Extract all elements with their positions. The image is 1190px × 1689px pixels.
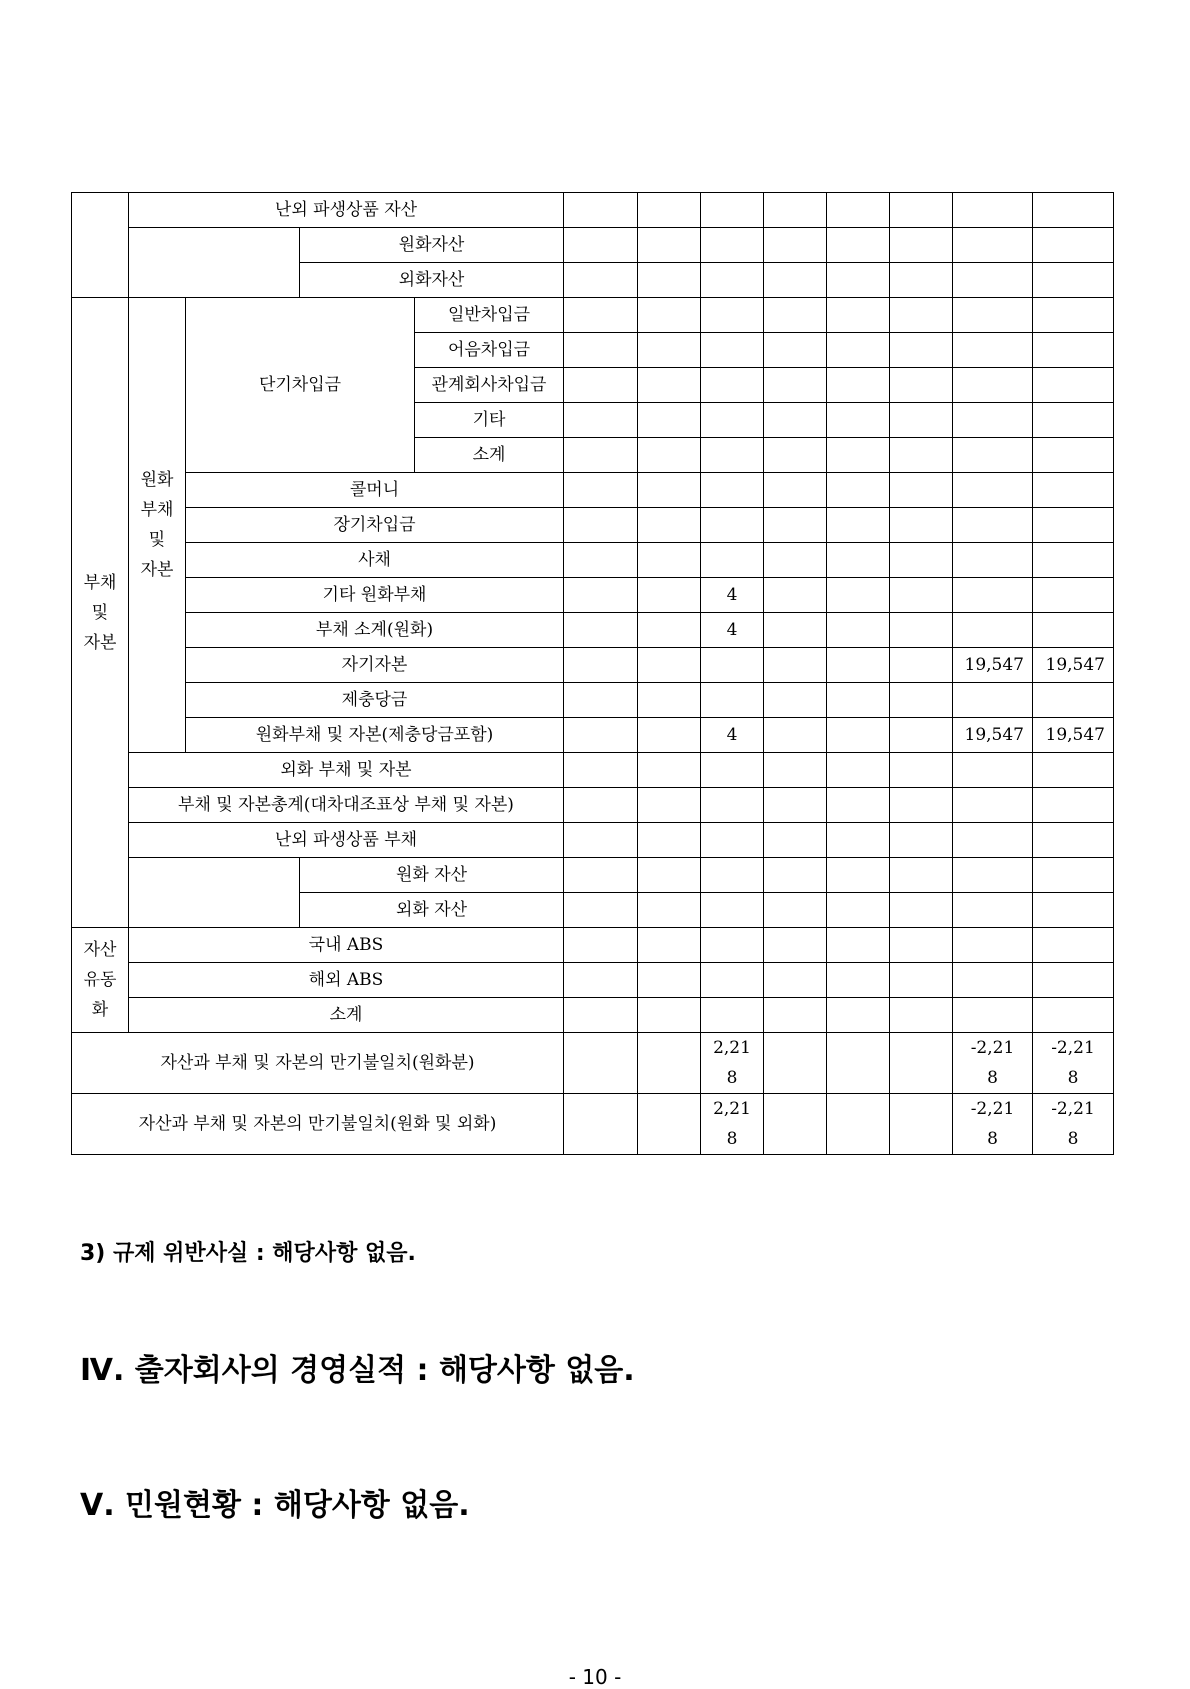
value-cell xyxy=(701,928,764,963)
table-row xyxy=(72,1094,1114,1155)
value-cell xyxy=(953,228,1033,263)
value-cell xyxy=(827,823,890,858)
value-cell xyxy=(1033,193,1114,228)
value-cell xyxy=(638,473,701,508)
value-cell xyxy=(827,403,890,438)
table-row xyxy=(72,858,1114,893)
section-3-heading: 3) 규제 위반사실 : 해당사항 없음. xyxy=(80,1241,416,1266)
row-label: 소계 xyxy=(415,438,564,473)
value-cell xyxy=(827,998,890,1033)
table-row xyxy=(72,683,1114,718)
value-cell xyxy=(638,928,701,963)
table-row xyxy=(72,928,1114,963)
value-cell xyxy=(953,893,1033,928)
value-cell xyxy=(564,543,638,578)
value-cell xyxy=(638,508,701,543)
value-cell: 19,547 xyxy=(953,648,1033,683)
table-row xyxy=(72,613,1114,648)
value-cell xyxy=(638,823,701,858)
value-cell xyxy=(564,683,638,718)
row-label: 콜머니 xyxy=(186,473,564,508)
value-cell xyxy=(764,928,827,963)
value-cell xyxy=(953,193,1033,228)
value-cell xyxy=(890,788,953,823)
value-cell xyxy=(564,298,638,333)
row-label: 원화자산 xyxy=(300,228,564,263)
value-cell xyxy=(827,858,890,893)
row-label: 원화 자산 xyxy=(300,858,564,893)
value-cell xyxy=(701,368,764,403)
value-cell xyxy=(953,928,1033,963)
value-cell xyxy=(564,613,638,648)
row-label: 난외 파생상품 자산 xyxy=(129,193,564,228)
value-cell xyxy=(564,473,638,508)
value-cell xyxy=(638,403,701,438)
table-row xyxy=(72,228,1114,263)
value-cell xyxy=(890,508,953,543)
value-cell xyxy=(827,648,890,683)
value-cell xyxy=(827,368,890,403)
value-cell xyxy=(764,648,827,683)
value-cell xyxy=(564,928,638,963)
value-cell: 19,547 xyxy=(1033,648,1114,683)
value-cell xyxy=(564,963,638,998)
value-cell: 4 xyxy=(701,613,764,648)
value-cell xyxy=(890,263,953,298)
value-cell xyxy=(764,403,827,438)
value-cell xyxy=(564,998,638,1033)
row-label: 해외 ABS xyxy=(129,963,564,998)
value-cell xyxy=(953,788,1033,823)
value-cell xyxy=(564,508,638,543)
row-label: 원화부채 및 자본(제충당금포함) xyxy=(186,718,564,753)
value-cell xyxy=(953,683,1033,718)
value-cell xyxy=(764,963,827,998)
value-cell xyxy=(953,613,1033,648)
value-cell xyxy=(1033,438,1114,473)
value-cell xyxy=(827,508,890,543)
table-row xyxy=(72,508,1114,543)
value-cell xyxy=(638,613,701,648)
value-cell xyxy=(1033,403,1114,438)
value-cell xyxy=(764,823,827,858)
value-cell xyxy=(764,368,827,403)
value-cell xyxy=(1033,263,1114,298)
value-cell xyxy=(890,718,953,753)
value-cell xyxy=(1033,893,1114,928)
value-cell xyxy=(701,403,764,438)
section-5-heading: Ⅴ. 민원현황 : 해당사항 없음. xyxy=(80,1488,470,1523)
value-cell xyxy=(890,333,953,368)
value-cell xyxy=(564,1094,638,1155)
row-label: 관계회사차입금 xyxy=(415,368,564,403)
value-cell xyxy=(890,963,953,998)
value-cell xyxy=(564,578,638,613)
table-row xyxy=(72,578,1114,613)
value-cell xyxy=(1033,508,1114,543)
value-cell xyxy=(701,753,764,788)
table-row xyxy=(72,1033,1114,1094)
value-cell xyxy=(564,193,638,228)
value-cell xyxy=(890,403,953,438)
value-cell xyxy=(564,368,638,403)
value-cell xyxy=(564,858,638,893)
value-cell xyxy=(953,753,1033,788)
row-label: 기타 원화부채 xyxy=(186,578,564,613)
value-cell xyxy=(953,508,1033,543)
value-cell xyxy=(890,683,953,718)
value-cell xyxy=(953,578,1033,613)
value-cell xyxy=(764,193,827,228)
value-cell xyxy=(764,508,827,543)
value-cell xyxy=(890,858,953,893)
value-cell xyxy=(827,1094,890,1155)
table-row xyxy=(72,998,1114,1033)
value-cell xyxy=(764,613,827,648)
value-cell xyxy=(564,1033,638,1094)
value-cell xyxy=(890,298,953,333)
value-cell xyxy=(1033,473,1114,508)
value-cell: -2,21 8 xyxy=(953,1094,1033,1155)
value-cell xyxy=(1033,578,1114,613)
value-cell xyxy=(564,333,638,368)
value-cell xyxy=(827,718,890,753)
value-cell xyxy=(564,228,638,263)
value-cell xyxy=(764,858,827,893)
value-cell xyxy=(827,893,890,928)
value-cell xyxy=(638,788,701,823)
maturity-gap-table xyxy=(71,192,1114,1155)
value-cell xyxy=(701,298,764,333)
value-cell xyxy=(701,823,764,858)
value-cell xyxy=(764,578,827,613)
value-cell xyxy=(701,648,764,683)
value-cell xyxy=(890,438,953,473)
value-cell xyxy=(827,683,890,718)
value-cell xyxy=(953,438,1033,473)
table-row xyxy=(72,823,1114,858)
row-label: 난외 파생상품 부채 xyxy=(129,823,564,858)
value-cell xyxy=(827,298,890,333)
value-cell xyxy=(890,998,953,1033)
value-cell xyxy=(564,893,638,928)
value-cell xyxy=(953,368,1033,403)
value-cell xyxy=(701,438,764,473)
value-cell xyxy=(890,193,953,228)
value-cell xyxy=(1033,333,1114,368)
value-cell xyxy=(638,193,701,228)
value-cell xyxy=(638,718,701,753)
value-cell xyxy=(953,473,1033,508)
value-cell xyxy=(953,263,1033,298)
value-cell xyxy=(638,543,701,578)
value-cell xyxy=(701,543,764,578)
value-cell xyxy=(953,403,1033,438)
row-label: 자산과 부채 및 자본의 만기불일치(원화분) xyxy=(72,1033,564,1094)
value-cell xyxy=(638,578,701,613)
value-cell xyxy=(638,753,701,788)
value-cell xyxy=(764,753,827,788)
value-cell xyxy=(564,753,638,788)
value-cell xyxy=(764,473,827,508)
value-cell xyxy=(890,368,953,403)
value-cell xyxy=(764,1094,827,1155)
value-cell xyxy=(638,963,701,998)
group-label-liabilities: 부채 및 자본 xyxy=(72,298,129,928)
value-cell xyxy=(701,508,764,543)
value-cell xyxy=(764,298,827,333)
row-label: 국내 ABS xyxy=(129,928,564,963)
value-cell xyxy=(953,858,1033,893)
value-cell xyxy=(764,893,827,928)
row-label: 사채 xyxy=(186,543,564,578)
value-cell xyxy=(701,788,764,823)
value-cell xyxy=(827,228,890,263)
value-cell xyxy=(890,893,953,928)
value-cell xyxy=(890,823,953,858)
value-cell: 2,21 8 xyxy=(701,1094,764,1155)
value-cell xyxy=(564,263,638,298)
value-cell xyxy=(564,438,638,473)
value-cell xyxy=(638,998,701,1033)
row-label: 제충당금 xyxy=(186,683,564,718)
value-cell xyxy=(890,648,953,683)
value-cell xyxy=(890,613,953,648)
value-cell xyxy=(1033,753,1114,788)
row-label: 자산과 부채 및 자본의 만기불일치(원화 및 외화) xyxy=(72,1094,564,1155)
value-cell xyxy=(1033,543,1114,578)
value-cell: 19,547 xyxy=(1033,718,1114,753)
value-cell xyxy=(564,718,638,753)
value-cell xyxy=(953,298,1033,333)
value-cell xyxy=(701,963,764,998)
value-cell xyxy=(701,193,764,228)
value-cell xyxy=(890,228,953,263)
value-cell xyxy=(890,928,953,963)
value-cell xyxy=(764,543,827,578)
row-label: 부채 소계(원화) xyxy=(186,613,564,648)
value-cell xyxy=(701,998,764,1033)
value-cell xyxy=(827,543,890,578)
value-cell xyxy=(953,963,1033,998)
value-cell: -2,21 8 xyxy=(953,1033,1033,1094)
group-label-abs: 자산 유동 화 xyxy=(72,928,129,1033)
value-cell: -2,21 8 xyxy=(1033,1033,1114,1094)
value-cell: 19,547 xyxy=(953,718,1033,753)
value-cell xyxy=(564,788,638,823)
value-cell xyxy=(827,333,890,368)
value-cell xyxy=(638,438,701,473)
table-row xyxy=(72,543,1114,578)
row-label: 외화자산 xyxy=(300,263,564,298)
value-cell xyxy=(764,263,827,298)
value-cell xyxy=(1033,858,1114,893)
value-cell xyxy=(701,228,764,263)
value-cell xyxy=(890,578,953,613)
empty-cell xyxy=(129,858,300,928)
table-row xyxy=(72,718,1114,753)
value-cell xyxy=(953,823,1033,858)
row-label: 외화 자산 xyxy=(300,893,564,928)
value-cell xyxy=(953,998,1033,1033)
page-number: - 10 - xyxy=(568,1665,622,1689)
value-cell xyxy=(1033,928,1114,963)
value-cell: 4 xyxy=(701,718,764,753)
value-cell xyxy=(564,648,638,683)
value-cell: 4 xyxy=(701,578,764,613)
value-cell xyxy=(764,333,827,368)
value-cell xyxy=(638,368,701,403)
group-label-short-term: 단기차입금 xyxy=(186,298,415,473)
value-cell xyxy=(564,403,638,438)
value-cell: -2,21 8 xyxy=(1033,1094,1114,1155)
value-cell xyxy=(1033,823,1114,858)
value-cell xyxy=(890,1033,953,1094)
value-cell xyxy=(1033,788,1114,823)
row-label: 어음차입금 xyxy=(415,333,564,368)
value-cell xyxy=(1033,228,1114,263)
value-cell xyxy=(638,893,701,928)
value-cell xyxy=(638,683,701,718)
table-row xyxy=(72,473,1114,508)
row-label: 기타 xyxy=(415,403,564,438)
value-cell xyxy=(827,963,890,998)
value-cell xyxy=(953,543,1033,578)
value-cell xyxy=(890,543,953,578)
table-row xyxy=(72,963,1114,998)
value-cell xyxy=(890,753,953,788)
value-cell xyxy=(764,788,827,823)
value-cell xyxy=(827,193,890,228)
empty-group-cell xyxy=(72,193,129,298)
table-row xyxy=(72,648,1114,683)
group-label-won-liabilities: 원화 부채 및 자본 xyxy=(129,298,186,753)
value-cell xyxy=(564,823,638,858)
row-label: 장기차입금 xyxy=(186,508,564,543)
row-label: 소계 xyxy=(129,998,564,1033)
value-cell xyxy=(827,928,890,963)
value-cell xyxy=(1033,613,1114,648)
row-label: 외화 부채 및 자본 xyxy=(129,753,564,788)
value-cell xyxy=(764,438,827,473)
table-row xyxy=(72,753,1114,788)
value-cell xyxy=(638,858,701,893)
row-label: 부채 및 자본총계(대차대조표상 부채 및 자본) xyxy=(129,788,564,823)
section-4-heading: Ⅳ. 출자회사의 경영실적 : 해당사항 없음. xyxy=(80,1353,635,1388)
empty-cell xyxy=(129,228,300,298)
value-cell xyxy=(701,473,764,508)
value-cell xyxy=(638,333,701,368)
row-label: 자기자본 xyxy=(186,648,564,683)
row-label: 일반차입금 xyxy=(415,298,564,333)
value-cell xyxy=(701,893,764,928)
value-cell xyxy=(638,298,701,333)
value-cell xyxy=(827,473,890,508)
value-cell xyxy=(890,1094,953,1155)
value-cell xyxy=(890,473,953,508)
value-cell xyxy=(701,683,764,718)
value-cell xyxy=(827,263,890,298)
value-cell xyxy=(827,613,890,648)
value-cell xyxy=(827,788,890,823)
value-cell xyxy=(1033,298,1114,333)
value-cell xyxy=(1033,683,1114,718)
value-cell xyxy=(638,1094,701,1155)
value-cell xyxy=(764,1033,827,1094)
value-cell xyxy=(701,333,764,368)
value-cell xyxy=(764,998,827,1033)
value-cell xyxy=(953,333,1033,368)
value-cell: 2,21 8 xyxy=(701,1033,764,1094)
table-row xyxy=(72,788,1114,823)
value-cell xyxy=(701,858,764,893)
value-cell xyxy=(1033,368,1114,403)
value-cell xyxy=(827,1033,890,1094)
value-cell xyxy=(638,263,701,298)
value-cell xyxy=(638,228,701,263)
value-cell xyxy=(764,683,827,718)
table-row xyxy=(72,193,1114,228)
value-cell xyxy=(638,648,701,683)
value-cell xyxy=(764,228,827,263)
value-cell xyxy=(638,1033,701,1094)
table-row xyxy=(72,298,1114,333)
value-cell xyxy=(827,438,890,473)
value-cell xyxy=(827,753,890,788)
value-cell xyxy=(701,263,764,298)
value-cell xyxy=(764,718,827,753)
value-cell xyxy=(1033,998,1114,1033)
value-cell xyxy=(1033,963,1114,998)
value-cell xyxy=(827,578,890,613)
